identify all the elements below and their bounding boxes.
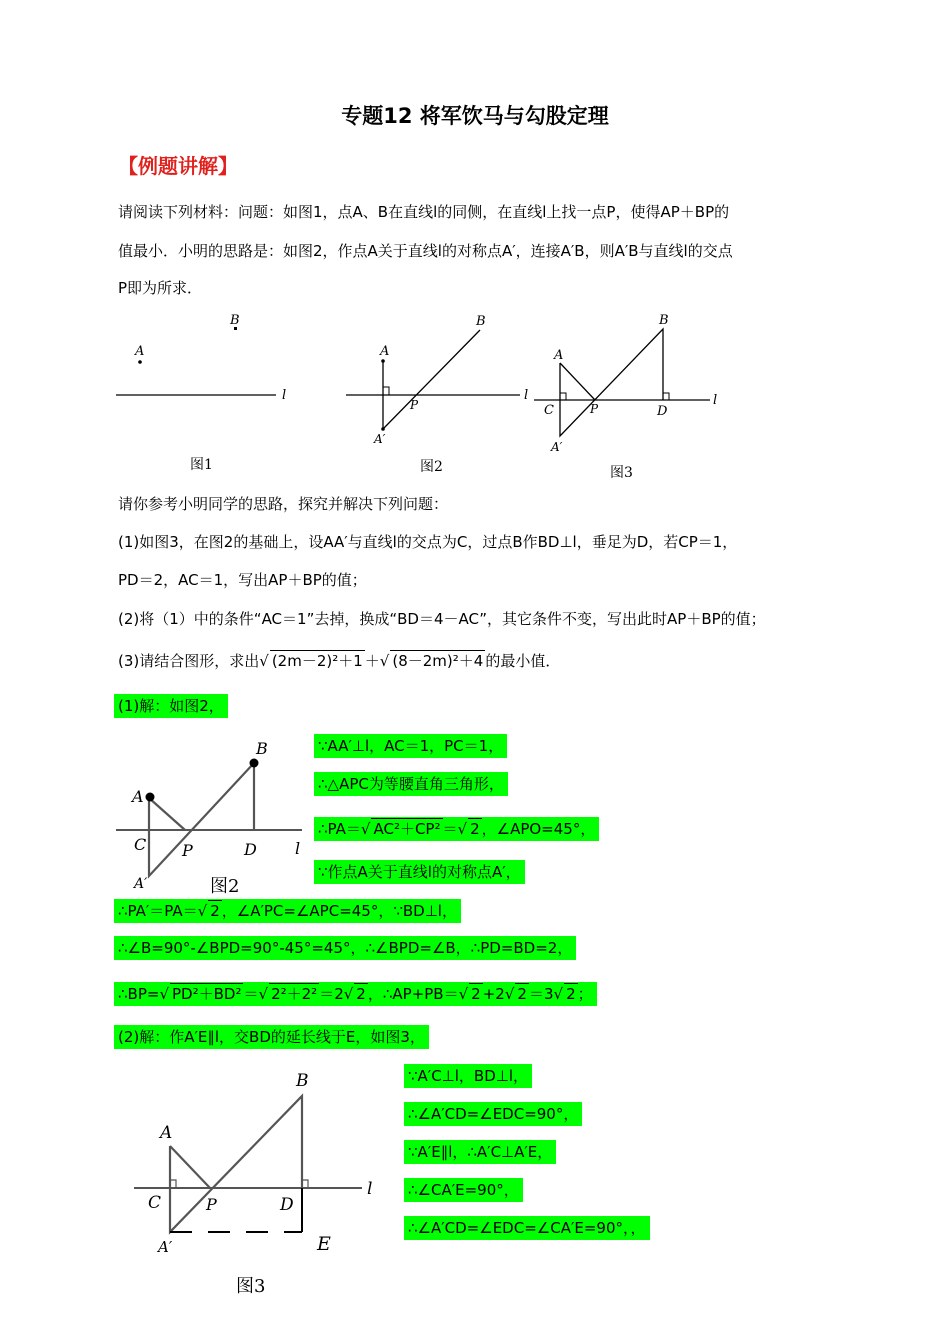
s1-line-5: ∴PA′＝PA＝√ 2 ，∠A′PC=∠APC=45°，∵BD⊥l， [114,900,461,921]
s2-line-4: ∴∠CA′E=90°， [404,1180,523,1200]
intro-line-3: P即为所求． [118,279,203,297]
s2-head: (2)解：作A′E∥l，交BD的延长线于E，如图3， [114,1027,429,1047]
svg-text:l: l [282,388,287,403]
svg-text:P: P [206,1195,217,1214]
page-title: 专题12 将军饮马与勾股定理 [341,104,609,128]
intro-line-2: 值最小．小明的思路是：如图2，作点A关于直线l的对称点A′，连接A′B，则A′B与直线l的交点 [118,242,733,260]
s1-line-1: ∵AA′⊥l，AC＝1，PC＝1， [314,736,507,756]
solution-figure-2 [112,736,312,896]
svg-text:l: l [713,393,718,408]
s2-line-3: ∵A′E∥l，∴A′C⊥A′E， [404,1142,556,1162]
solution-figure-3 [130,1070,380,1300]
s1-line-3: ∴PA＝√ AC²＋CP² ＝√ 2 ，∠APO=45°， [314,818,599,839]
svg-text:A′: A′ [551,440,563,454]
svg-text:P: P [590,402,599,416]
svg-text:l: l [295,839,301,858]
fig1-caption: 图1 [190,457,213,473]
svg-text:A: A [135,344,145,359]
svg-text:B: B [476,314,486,329]
q3: (3)请结合图形，求出√ (2m－2)²＋1 ＋√ (8－2m)²＋4 的最小值． [118,652,561,670]
figures-row [110,305,730,485]
s1-line-6: ∴∠B=90°-∠BPD=90°-45°=45°，∴∠BPD=∠B，∴PD=BD=2， [114,938,576,958]
svg-text:B: B [296,1071,309,1091]
fig3-caption: 图3 [610,465,633,481]
svg-text:P: P [410,398,419,412]
s2-line-2: ∴∠A′CD=∠EDC=90°， [404,1104,582,1124]
svg-text:A′: A′ [158,1238,173,1256]
svg-text:l: l [524,388,529,403]
s1-head: (1)解：如图2， [114,696,228,716]
svg-text:D: D [280,1195,294,1215]
svg-text:A: A [380,344,390,359]
fig2-caption: 图2 [420,459,443,475]
svg-text:图3: 图3 [236,1276,266,1297]
s1-line-7: ∴BP=√ PD²＋BD² ＝√ 2²＋2² ＝2√ 2 ，∴AP+PB＝√ 2 +2√ 2 ＝3√ 2 ； [114,983,597,1004]
q1-line-1: (1)如图3，在图2的基础上，设AA′与直线l的交点为C，过点B作BD⊥l，垂足为D，若CP＝1， [118,533,738,551]
svg-text:C: C [148,1193,162,1213]
figure-2 [346,314,528,475]
svg-text:A: A [132,787,144,806]
figure-3 [534,313,717,481]
s2-line-1: ∵A′C⊥l，BD⊥l， [404,1066,532,1086]
svg-text:l: l [367,1179,373,1199]
svg-text:A′: A′ [134,876,148,892]
section-heading: 【例题讲解】 [118,154,238,178]
s2-line-5: ∴∠A′CD=∠EDC=∠CA′E=90°，， [404,1218,650,1238]
svg-text:E: E [317,1233,331,1255]
svg-text:A: A [160,1123,173,1143]
svg-text:A: A [554,348,564,363]
svg-text:图2: 图2 [210,876,240,896]
svg-text:B: B [659,313,669,328]
intro-line-1: 请阅读下列材料：问题：如图1，点A、B在直线l的同侧，在直线l上找一点P，使得AP＋BP的 [118,203,730,221]
prompt: 请你参考小明同学的思路，探究并解决下列问题： [118,495,449,513]
svg-text:C: C [544,403,554,418]
svg-text:B: B [230,313,240,328]
figure-1 [116,313,286,473]
svg-text:C: C [134,835,147,854]
svg-text:B: B [256,739,268,758]
s1-line-4: ∵作点A关于直线l的对称点A′， [314,862,525,882]
svg-text:A′: A′ [374,432,386,446]
q2: (2)将（1）中的条件“AC＝1”去掉，换成“BD＝4－AC”，其它条件不变，写出此时AP＋BP的值； [118,610,766,628]
s1-line-2: ∴△APC为等腰直角三角形， [314,774,508,794]
q1-line-2: PD＝2，AC＝1，写出AP＋BP的值； [118,571,367,589]
svg-text:D: D [657,404,668,419]
svg-text:P: P [182,841,193,860]
svg-text:D: D [244,840,257,859]
